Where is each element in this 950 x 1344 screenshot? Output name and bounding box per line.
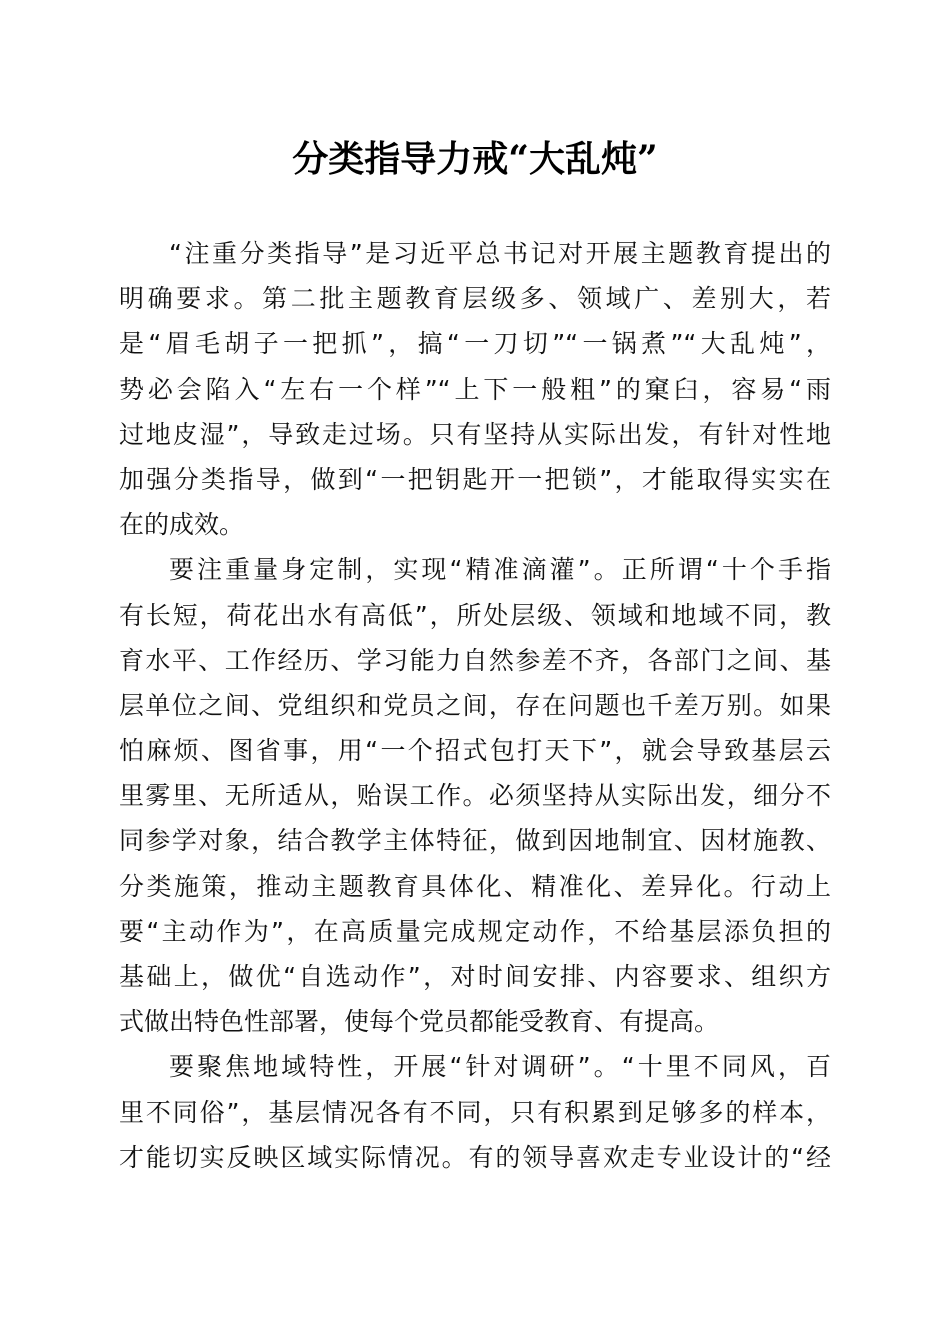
paragraph-2-line-10: 基础上，做优“自选动作”，对时间安排、内容要求、组织方	[119, 962, 831, 991]
paragraph-2-line-5: 怕麻烦、图省事，用“一个招式包打天下”，就会导致基层云	[119, 736, 831, 766]
paragraph-1-line-2: 明确要求。第二批主题教育层级多、领域广、差别大，若	[119, 284, 831, 314]
document-body	[119, 231, 831, 1180]
document-title: 分类指导力戒“大乱炖”	[292, 138, 658, 180]
paragraph-1-line-4: 势必会陷入“左右一个样”“上下一般粗”的窠臼，容易“雨	[119, 374, 831, 404]
paragraph-1-line-6: 加强分类指导，做到“一把钥匙开一把锁”，才能取得实实在	[119, 464, 831, 494]
paragraph-1-line-3: 是“眉毛胡子一把抓”，搞“一刀切”“一锅煮”“大乱炖”，	[119, 329, 831, 359]
paragraph-2-line-3: 育水平、工作经历、学习能力自然参差不齐，各部门之间、基	[119, 645, 831, 675]
paragraph-1-line-1: “注重分类指导”是习近平总书记对开展主题教育提出的	[169, 239, 831, 268]
paragraph-2-line-1: 要注重量身定制，实现“精准滴灌”。正所谓“十个手指	[169, 555, 831, 585]
paragraph-2-line-7: 同参学对象，结合教学主体特征，做到因地制宜、因材施教、	[119, 826, 831, 856]
paragraph-3-line-2: 里不同俗”，基层情况各有不同，只有积累到足够多的样本，	[119, 1097, 831, 1127]
paragraph-3-line-1: 要聚焦地域特性，开展“针对调研”。“十里不同风，百	[169, 1052, 831, 1082]
paragraph-3-line-3: 才能切实反映区域实际情况。有的领导喜欢走专业设计的“经	[119, 1142, 831, 1172]
paragraph-1-line-5: 过地皮湿”，导致走过场。只有坚持从实际出发，有针对性地	[119, 419, 831, 449]
paragraph-2-line-4: 层单位之间、党组织和党员之间，存在问题也千差万别。如果	[119, 690, 831, 720]
paragraph-1-line-7: 在的成效。	[119, 510, 245, 540]
paragraph-2-line-8: 分类施策，推动主题教育具体化、精准化、差异化。行动上	[119, 871, 831, 901]
paragraph-2-line-11: 式做出特色性部署，使每个党员都能受教育、有提高。	[119, 1007, 720, 1037]
paragraph-2-line-9: 要“主动作为”，在高质量完成规定动作，不给基层添负担的	[119, 916, 831, 946]
paragraph-2-line-2: 有长短，荷花出水有高低”，所处层级、领域和地域不同，教	[119, 600, 831, 630]
paragraph-2-line-6: 里雾里、无所适从，贻误工作。必须坚持从实际出发，细分不	[119, 781, 831, 811]
